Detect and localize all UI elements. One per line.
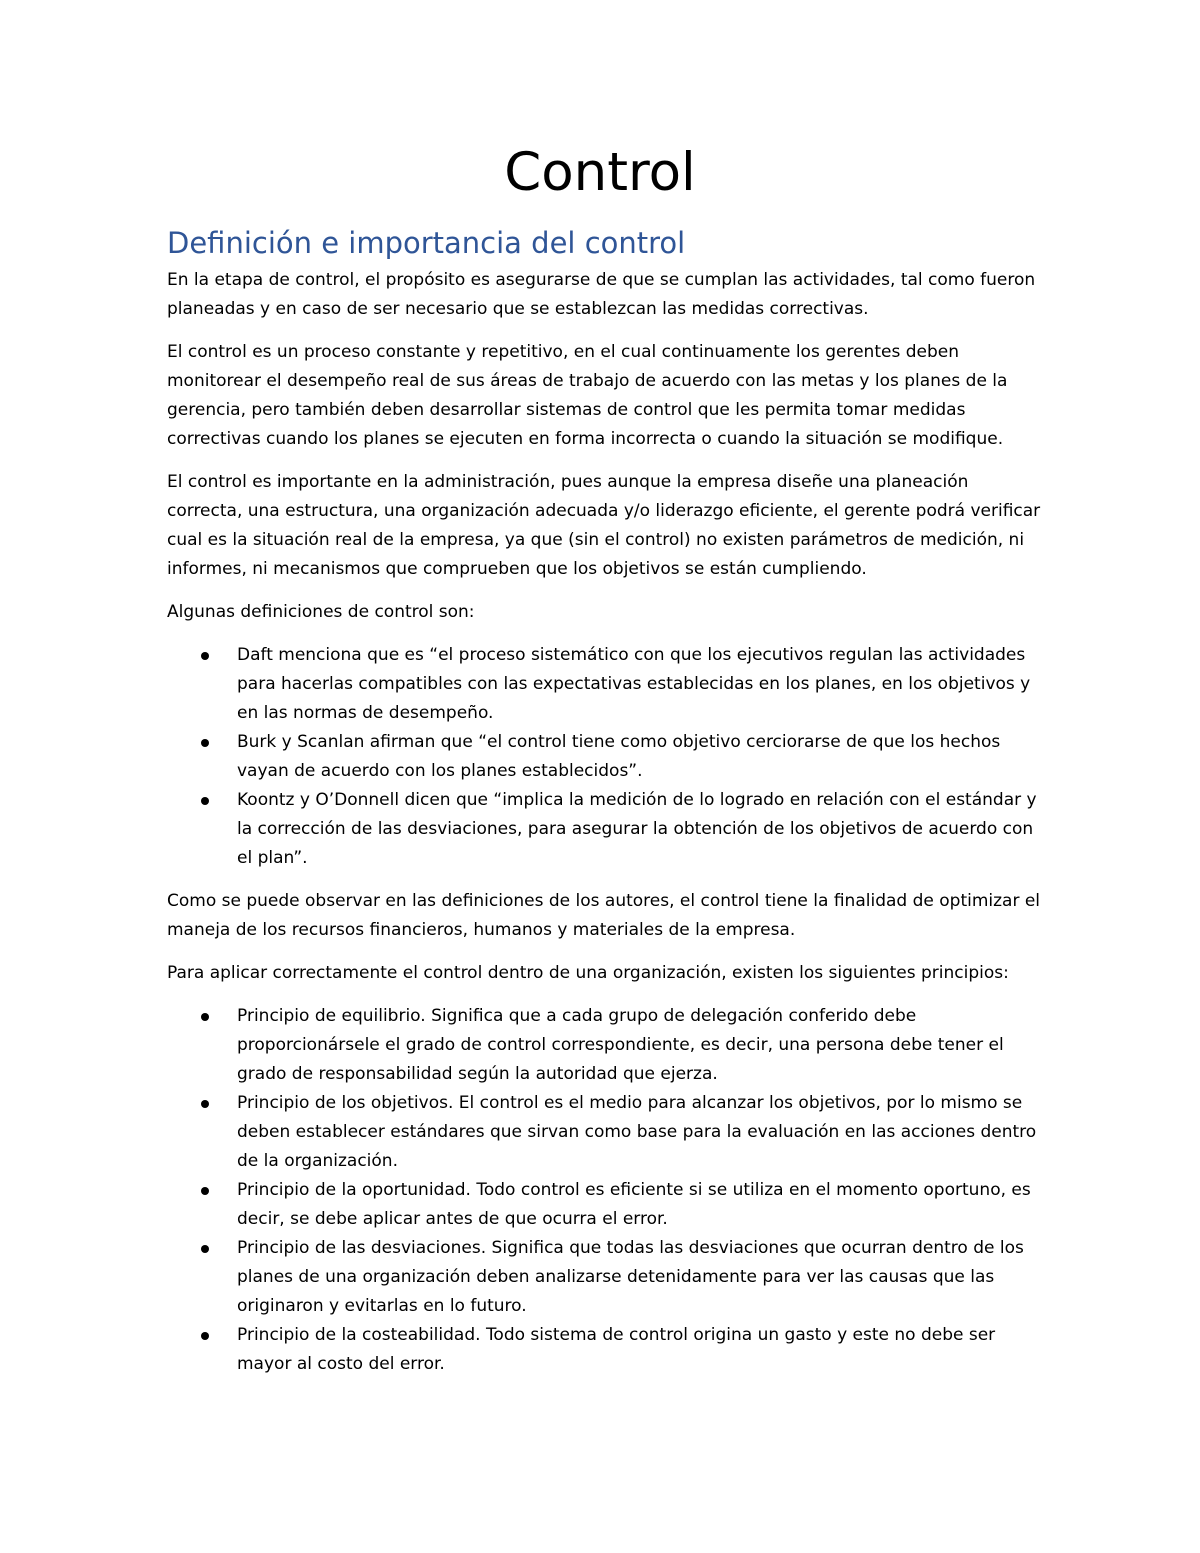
paragraph-principles-intro: Para aplicar correctamente el control dentro de una organización, existen los siguientes principios:: [167, 963, 1009, 983]
list-item-text: Koontz y O’Donnell dicen que “implica la medición de lo logrado en relación con el estándar y la corrección de las desviaciones, para asegurar la obtención de los objetivos de acuerdo con el plan”.: [237, 790, 1037, 868]
list-item: [167, 1089, 1047, 1176]
bullet-icon: [201, 1100, 209, 1108]
list-item-text: Principio de la oportunidad. Todo control es eficiente si se utiliza en el momento oportuno, es decir, se debe aplicar antes de que ocurra el error.: [237, 1180, 1031, 1229]
bullet-icon: [201, 797, 209, 805]
bullet-icon: [201, 1013, 209, 1021]
bullet-icon: [201, 652, 209, 660]
list-item: [167, 1321, 1047, 1379]
principles-list: [167, 1002, 1047, 1379]
paragraph-definitions-intro: Algunas definiciones de control son:: [167, 602, 475, 622]
document-body: [167, 224, 1047, 1393]
bullet-icon: [201, 1245, 209, 1253]
list-item: [167, 1002, 1047, 1089]
list-item: [167, 1176, 1047, 1234]
list-item: [167, 641, 1047, 728]
section-heading: Definición e importancia del control: [167, 226, 686, 260]
list-item: [167, 1234, 1047, 1321]
document-title: Control: [504, 142, 696, 203]
list-item-text: Principio de las desviaciones. Significa que todas las desviaciones que ocurran dentro de los planes de una organización deben analizarse detenidamente para ver las causas que las originaron y evitarlas en lo futuro.: [237, 1238, 1024, 1316]
bullet-icon: [201, 1187, 209, 1195]
paragraph-observation: Como se puede observar en las definiciones de los autores, el control tiene la finalidad de optimizar el maneja de los recursos financieros, humanos y materiales de la empresa.: [167, 891, 1041, 940]
list-item-text: Principio de la costeabilidad. Todo sistema de control origina un gasto y este no debe ser mayor al costo del error.: [237, 1325, 996, 1374]
list-item-text: Principio de los objetivos. El control es el medio para alcanzar los objetivos, por lo mismo se deben establecer estándares que sirvan como base para la evaluación en las acciones dentro de la organización.: [237, 1093, 1037, 1171]
bullet-icon: [201, 1332, 209, 1340]
list-item-text: Principio de equilibrio. Significa que a cada grupo de delegación conferido debe proporcionársele el grado de control correspondiente, es decir, una persona debe tener el grado de responsabilidad según la autoridad que ejerza.: [237, 1006, 1004, 1084]
paragraph-importance: El control es importante en la administración, pues aunque la empresa diseñe una planeación correcta, una estructura, una organización adecuada y/o liderazgo eficiente, el gerente podrá verificar cual es la situación real de la empresa, ya que (sin el control) no existen parámetros de medición, ni informes, ni mecanismos que comprueben que los objetivos se están cumpliendo.: [167, 472, 1041, 579]
list-item: [167, 786, 1047, 873]
list-item-text: Burk y Scanlan afirman que “el control tiene como objetivo cerciorarse de que los hechos vayan de acuerdo con los planes establecidos”.: [237, 732, 1001, 781]
list-item: [167, 728, 1047, 786]
paragraph-process: El control es un proceso constante y repetitivo, en el cual continuamente los gerentes deben monitorear el desempeño real de sus áreas de trabajo de acuerdo con las metas y los planes de la gerencia, pero también deben desarrollar sistemas de control que les permita tomar medidas correctivas cuando los planes se ejecuten en forma incorrecta o cuando la situación se modifique.: [167, 342, 1008, 449]
paragraph-intro: En la etapa de control, el propósito es asegurarse de que se cumplan las actividades, tal como fueron planeadas y en caso de ser necesario que se establezcan las medidas correctivas.: [167, 270, 1036, 319]
bullet-icon: [201, 739, 209, 747]
list-item-text: Daft menciona que es “el proceso sistemático con que los ejecutivos regulan las actividades para hacerlas compatibles con las expectativas establecidas en los planes, en los objetivos y en las normas de desempeño.: [237, 645, 1031, 723]
definitions-list: [167, 641, 1047, 873]
